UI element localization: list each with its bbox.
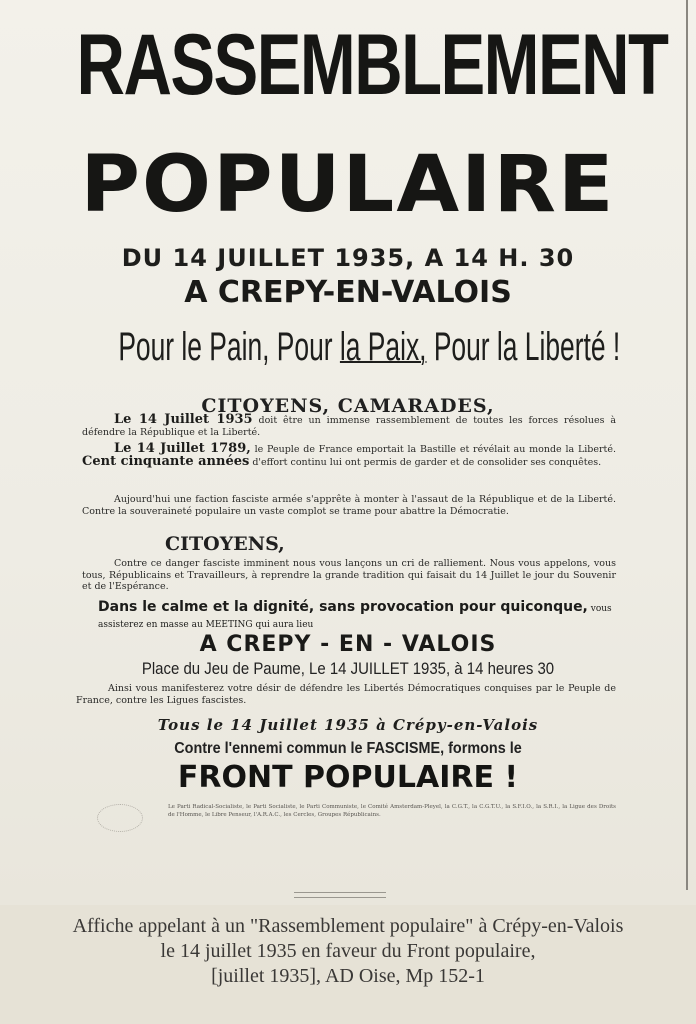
slogan-part2: la Paix, [339, 325, 427, 369]
calm-bold: Dans le calme et la dignité, sans provocation pour quiconque, [98, 599, 588, 615]
slogan-part1: Pour le Pain, Pour [118, 325, 340, 369]
poster-place-line2: A CREPY - EN - VALOIS [199, 632, 497, 657]
calm-dignity-line [98, 600, 618, 632]
calm-small: vous assisterez en masse au MEETING qui aura lieu [98, 604, 612, 630]
page-edge-line [686, 0, 688, 890]
faded-stamp-mark [97, 804, 143, 832]
archive-caption [0, 914, 696, 989]
paragraph-1-text: doit être un immense rassemblement de toutes les forces résolues à défendre la République et la Liberté. [82, 415, 616, 438]
front-populaire-line: FRONT POPULAIRE ! [177, 760, 519, 795]
heading-citoyens: CITOYENS, [165, 533, 285, 555]
poster-title-line1: RASSEMBLEMENT [76, 17, 668, 113]
printer-mark [294, 892, 386, 898]
poster-slogan [118, 325, 621, 370]
tous-line: Tous le 14 Juillet 1935 à Crépy-en-Valois [157, 716, 539, 734]
paragraph-2-bold: Le 14 Juillet 1789, [114, 441, 251, 456]
paragraph-5: Ainsi vous manifesterez votre désir de défendre les Libertés Démocratiques conquises par le Peuple de France, contre les Ligues fascistes. [76, 683, 616, 706]
contre-line: Contre l'ennemi commun le FASCISME, formons le [174, 740, 522, 757]
caption-line2: le 14 juillet 1935 en faveur du Front populaire, [160, 940, 536, 962]
signatories-text: Le Parti Radical-Socialiste, le Parti Socialiste, le Parti Communiste, le Comité Amsterdam-Pleyel, la C.G.T., la C.G.T.U., la S.F.I.O., la S.R.I., la Ligue des Droits de l'Homme, le Libre Penseur, l'A.R.A.C., les Cercles, Groupes Républicains. [168, 804, 616, 818]
paragraph-3: Aujourd'hui une faction fasciste armée s'apprête à monter à l'assaut de la République et de la Liberté. Contre la souveraineté populaire un vaste complot se trame pour abattre la Démocratie. [82, 494, 616, 517]
poster-place-line: A CREPY-EN-VALOIS [184, 275, 512, 310]
poster-title-line2: POPULAIRE [80, 140, 616, 230]
paragraph-4: Contre ce danger fasciste imminent nous vous lançons un cri de ralliement. Nous vous appelons, vous tous, Républicains et Travailleurs, à reprendre la grande tradition qui faisait du 14 Juillet le jour du Souvenir et de l'Espérance. [82, 558, 616, 592]
paragraph-2-text2: d'effort continu lui ont permis de garder et de consolider ses conquêtes. [249, 456, 602, 468]
paragraph-2-text: le Peuple de France emportait la Bastille et révélait au monde la Liberté. [250, 444, 616, 455]
poster-date-line: DU 14 JUILLET 1935, A 14 H. 30 [121, 244, 575, 272]
paragraph-1-bold: Le 14 Juillet 1935 [114, 412, 253, 427]
venue-line: Place du Jeu de Paume, Le 14 JUILLET 1935, à 14 heures 30 [141, 659, 555, 678]
paragraph-2 [82, 443, 616, 468]
heading-citoyens-camarades: CITOYENS, CAMARADES, [201, 395, 495, 417]
slogan-part3: Pour la Liberté ! [426, 325, 621, 369]
paragraph-2-bold2: Cent cinquante années [82, 453, 250, 469]
caption-line1: Affiche appelant à un "Rassemblement populaire" à Crépy-en-Valois [72, 915, 624, 937]
paragraph-1 [82, 414, 616, 438]
caption-line3: [juillet 1935], AD Oise, Mp 152-1 [211, 965, 485, 987]
